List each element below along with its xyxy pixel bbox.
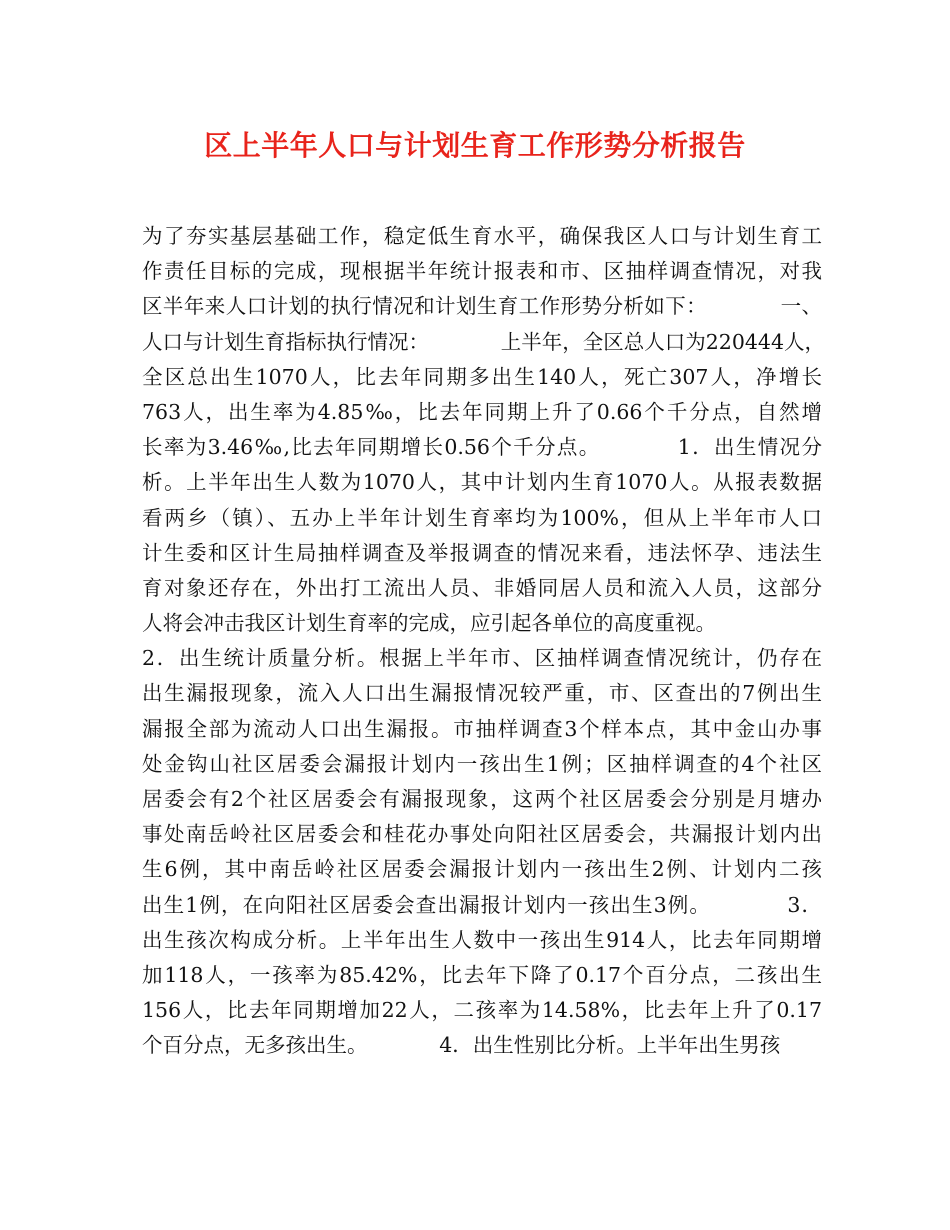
body-line: 区半年来人口计划的执行情况和计划生育工作形势分析如下： 一、 xyxy=(142,294,822,319)
body-line: 人口与计划生育指标执行情况： 上半年，全区总人口为220444人， xyxy=(142,329,826,354)
body-line: 人将会冲击我区计划生育率的完成，应引起各单位的高度重视。 xyxy=(142,611,716,636)
body-line: 作责任目标的完成，现根据半年统计报表和市、区抽样调查情况，对我 xyxy=(142,259,822,284)
body-line: 个百分点，无多孩出生。 4．出生性别比分析。上半年出生男孩 xyxy=(142,1033,781,1058)
body-line: 全区总出生1070人，比去年同期多出生140人，死亡307人，净增长 xyxy=(142,364,822,389)
body-line: 加118人，一孩率为85.42%，比去年下降了0.17个百分点，二孩出生 xyxy=(142,962,822,987)
body-line: 处金钩山社区居委会漏报计划内一孩出生1例；区抽样调查的4个社区 xyxy=(142,751,822,776)
body-line: 出生漏报现象，流入人口出生漏报情况较严重，市、区查出的7例出生 xyxy=(142,681,822,706)
body-line: 出生1例，在向阳社区居委会查出漏报计划内一孩出生3例。 3． xyxy=(142,892,822,917)
body-line: 2．出生统计质量分析。根据上半年市、区抽样调查情况统计，仍存在 xyxy=(142,646,822,671)
body-line: 出生孩次构成分析。上半年出生人数中一孩出生914人，比去年同期增 xyxy=(142,927,822,952)
body-line: 育对象还存在，外出打工流出人员、非婚同居人员和流入人员，这部分 xyxy=(142,575,822,600)
body-line: 事处南岳岭社区居委会和桂花办事处向阳社区居委会，共漏报计划内出 xyxy=(142,822,822,847)
document-body xyxy=(142,219,826,1064)
body-line: 漏报全部为流动人口出生漏报。市抽样调查3个样本点，其中金山办事 xyxy=(142,716,822,741)
document-title: 区上半年人口与计划生育工作形势分析报告 xyxy=(204,129,746,162)
body-line: 看两乡（镇）、五办上半年计划生育率均为100%，但从上半年市人口 xyxy=(142,505,822,530)
body-line: 763人，出生率为4.85‰，比去年同期上升了0.66个千分点，自然增 xyxy=(142,399,822,424)
body-line: 为了夯实基层基础工作，稳定低生育水平，确保我区人口与计划生育工 xyxy=(142,224,822,248)
body-line: 生6例，其中南岳岭社区居委会漏报计划内一孩出生2例、计划内二孩 xyxy=(142,857,822,882)
body-line: 156人，比去年同期增加22人，二孩率为14.58%，比去年上升了0.17 xyxy=(142,998,822,1023)
body-line: 长率为3.46‰,比去年同期增长0.56个千分点。 1．出生情况分 xyxy=(142,435,822,460)
body-line: 计生委和区计生局抽样调查及举报调查的情况来看，违法怀孕、违法生 xyxy=(142,540,822,565)
body-line: 析。上半年出生人数为1070人，其中计划内生育1070人。从报表数据 xyxy=(142,470,822,495)
body-line: 居委会有2个社区居委会有漏报现象，这两个社区居委会分别是月塘办 xyxy=(142,787,822,811)
